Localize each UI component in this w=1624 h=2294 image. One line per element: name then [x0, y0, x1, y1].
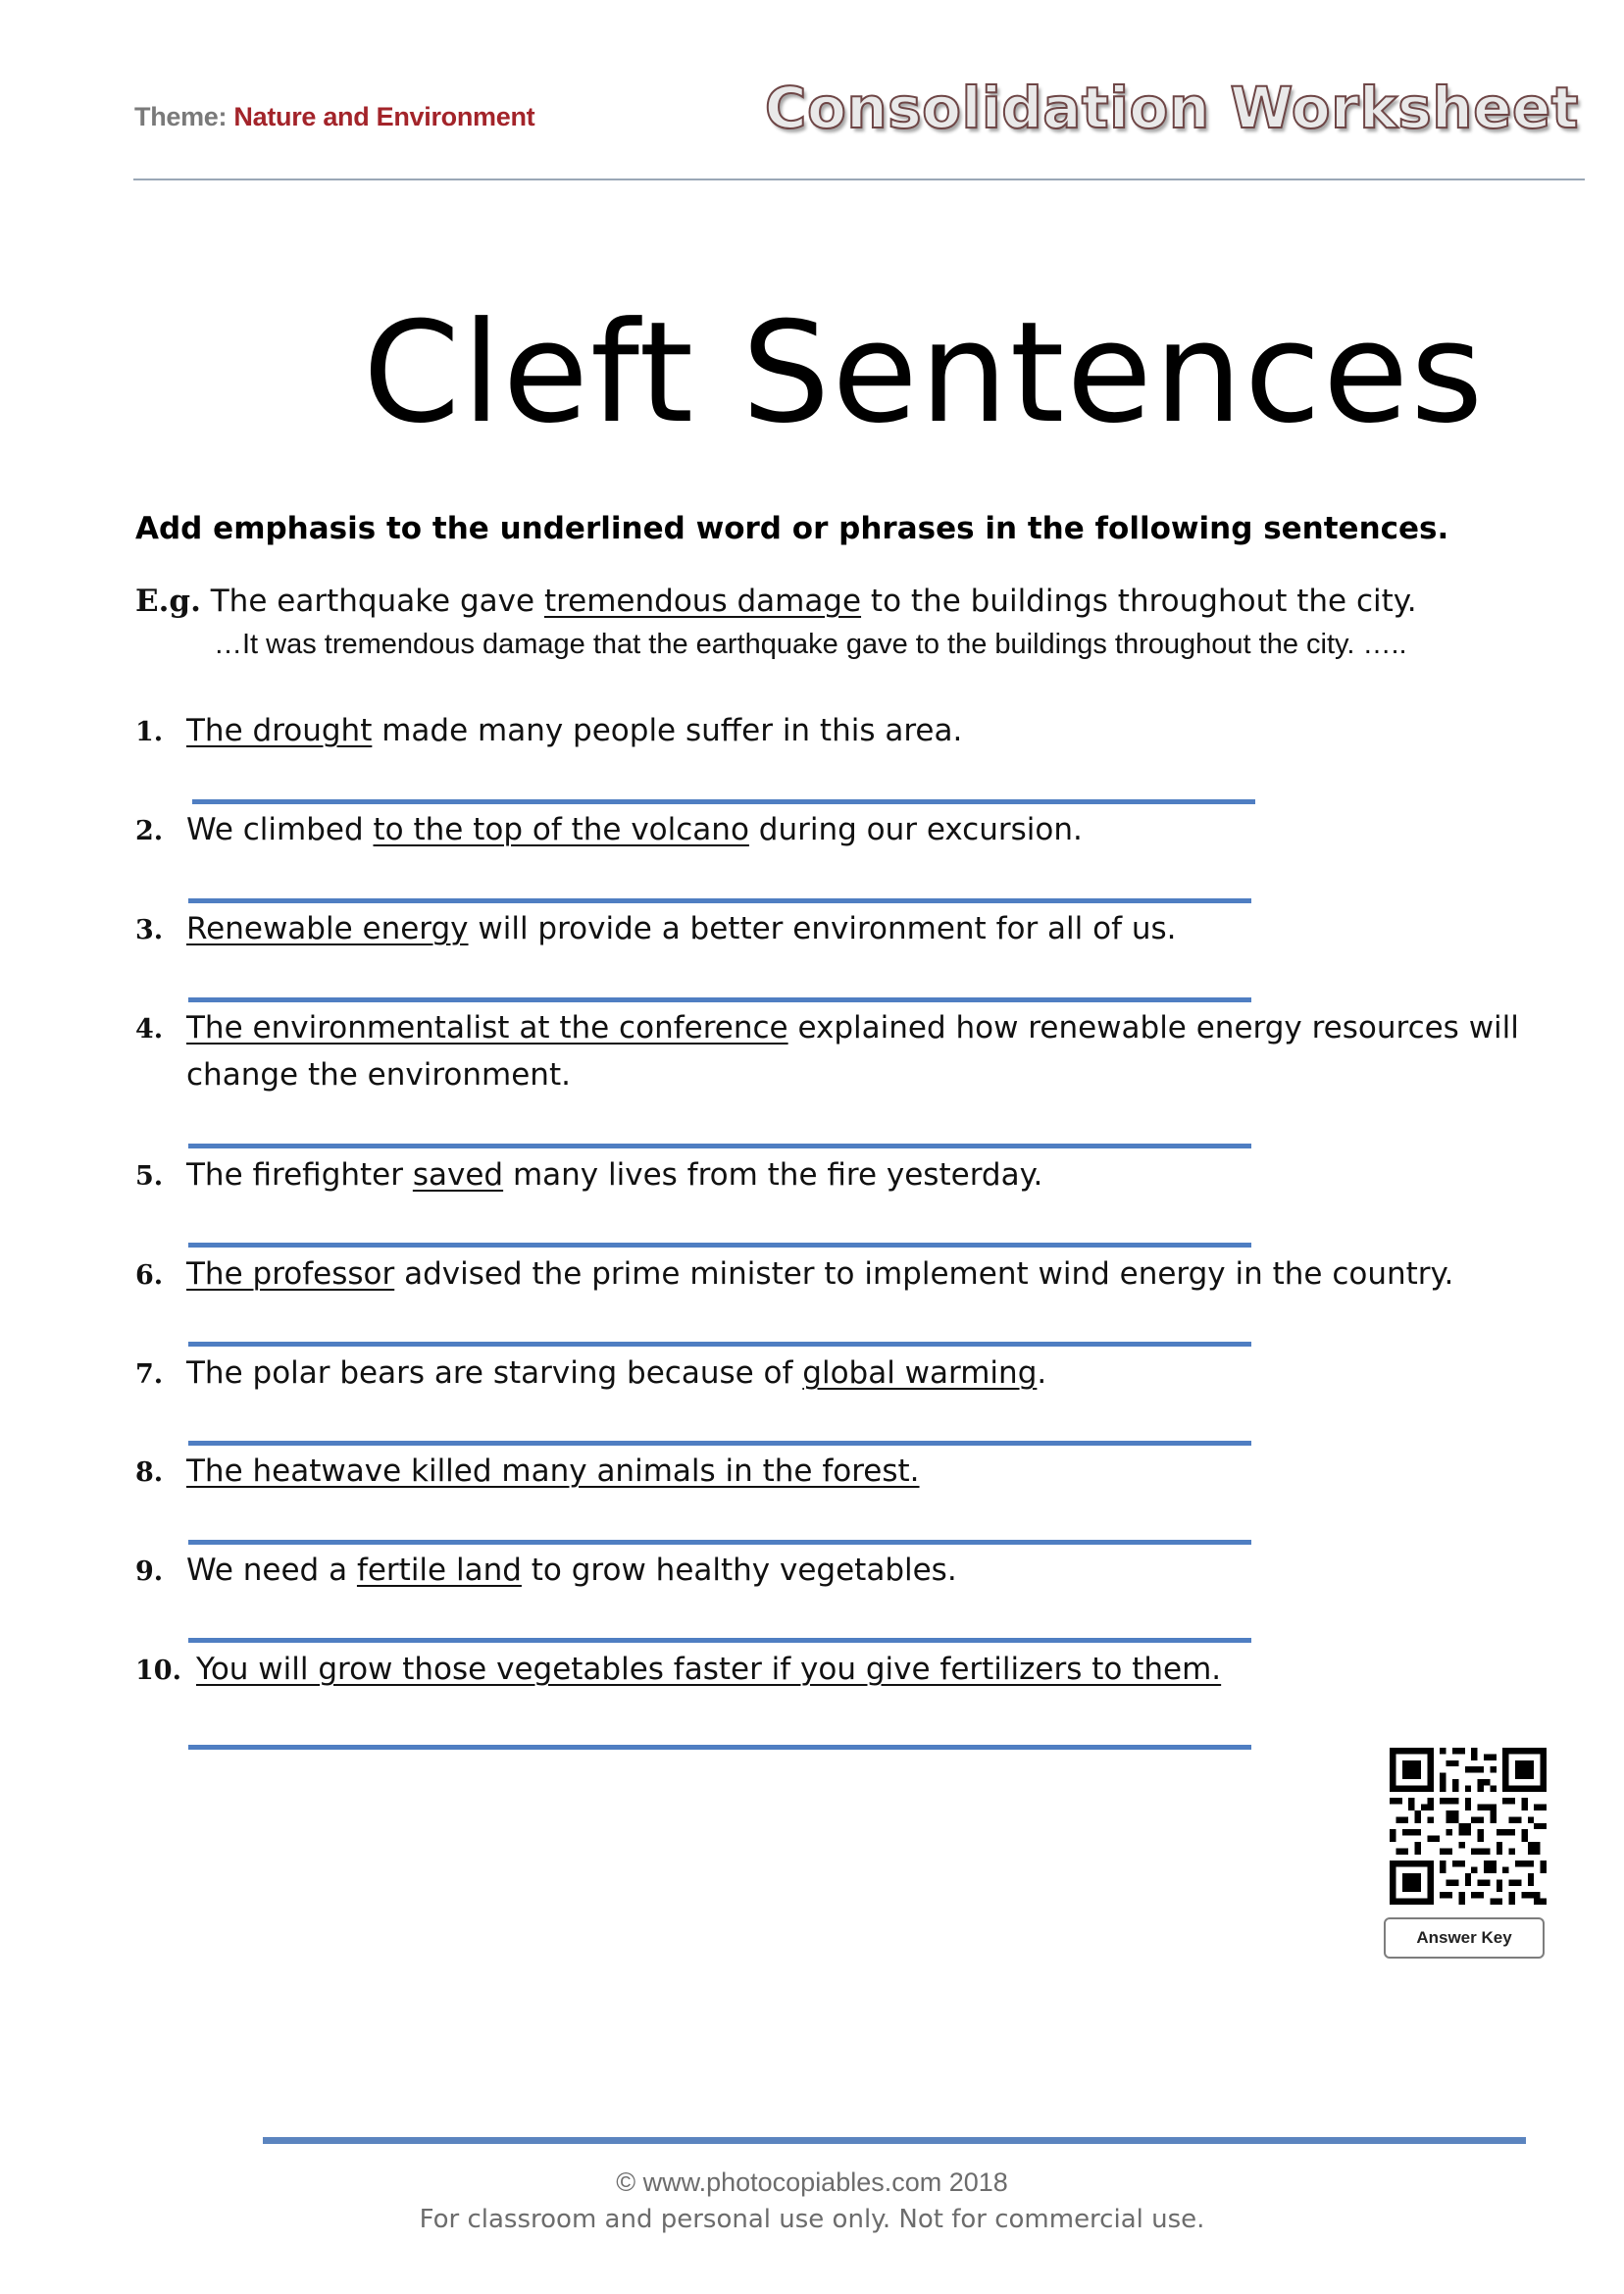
answer-line-2[interactable]	[188, 898, 1251, 903]
answer-line-1[interactable]	[192, 799, 1255, 804]
footer-copyright: © www.photocopiables.com 2018	[616, 2167, 1008, 2197]
question-before: We climbed	[186, 812, 374, 847]
question-after: during our excursion.	[748, 812, 1083, 847]
question-number: 9.	[135, 1556, 164, 1587]
answer-line-8[interactable]	[188, 1540, 1251, 1545]
question-6	[135, 1251, 1453, 1299]
example-underlined: tremendous damage	[543, 584, 862, 619]
question-9	[135, 1548, 957, 1595]
question-after: will provide a better environment for all of us.	[468, 911, 1177, 946]
footer-divider	[263, 2137, 1526, 2144]
question-after: advised the prime minister to implement wind energy in the country.	[394, 1256, 1454, 1292]
question-3	[135, 906, 1177, 953]
question-underlined: The environmentalist at the conference	[186, 1010, 788, 1045]
answer-line-7[interactable]	[188, 1441, 1251, 1446]
question-after: many lives from the fire yesterday.	[503, 1157, 1043, 1193]
answer-line-3[interactable]	[188, 997, 1251, 1002]
question-number: 5.	[135, 1161, 164, 1192]
question-8	[135, 1449, 920, 1496]
question-after: explained how renewable energy resources will	[787, 1010, 1519, 1045]
question-underlined: fertile land	[356, 1553, 522, 1588]
example-label: E.g.	[135, 584, 201, 619]
worksheet-title: Consolidation Worksheet	[764, 75, 1579, 141]
question-4	[135, 1005, 1519, 1097]
page-title: Cleft Sentences	[363, 292, 1486, 454]
example-before: The earthquake gave	[210, 584, 535, 619]
question-after: .	[1037, 1355, 1047, 1391]
footer-note: For classroom and personal use only. Not for commercial use.	[419, 2205, 1205, 2234]
question-number: 10.	[135, 1656, 181, 1686]
question-underlined: You will grow those vegetables faster if you give fertilizers to them.	[196, 1652, 1222, 1687]
question-before: We need a	[186, 1553, 357, 1588]
question-underlined: Renewable energy	[186, 911, 469, 946]
question-underlined: The heatwave killed many animals in the forest.	[186, 1453, 920, 1489]
question-after: to grow healthy vegetables.	[521, 1553, 957, 1588]
question-number: 4.	[135, 1014, 164, 1045]
answer-line-6[interactable]	[188, 1342, 1251, 1347]
example-sentence	[135, 584, 1417, 619]
answer-line-4[interactable]	[188, 1144, 1251, 1148]
question-number: 1.	[135, 717, 164, 747]
question-number: 8.	[135, 1457, 164, 1488]
question-7	[135, 1351, 1046, 1398]
question-underlined: global warming	[802, 1355, 1038, 1391]
theme-key: Theme:	[134, 102, 228, 131]
question-after: made many people suffer in this area.	[372, 713, 963, 748]
qr-code-icon[interactable]	[1390, 1748, 1547, 1905]
example-answer: …It was tremendous damage that the earthquake gave to the buildings throughout the city. …..	[214, 629, 1407, 660]
question-5	[135, 1152, 1042, 1199]
example-after: to the buildings throughout the city.	[870, 584, 1417, 619]
instruction-text: Add emphasis to the underlined word or phrases in the following sentences.	[135, 511, 1449, 546]
question-number: 7.	[135, 1359, 164, 1390]
theme-label	[134, 102, 534, 132]
question-continuation: change the environment.	[186, 1057, 571, 1093]
question-before: The polar bears are starving because of	[186, 1355, 803, 1391]
question-underlined: saved	[412, 1157, 504, 1193]
question-number: 3.	[135, 915, 164, 945]
question-number: 2.	[135, 816, 164, 846]
answer-line-10[interactable]	[188, 1745, 1251, 1750]
question-2	[135, 807, 1083, 854]
header-divider	[133, 178, 1585, 180]
answer-line-5[interactable]	[188, 1243, 1251, 1248]
question-underlined: The drought	[186, 713, 373, 748]
question-1	[135, 708, 962, 755]
answer-key-button[interactable]: Answer Key	[1384, 1917, 1545, 1959]
question-underlined: to the top of the volcano	[373, 812, 749, 847]
answer-line-9[interactable]	[188, 1638, 1251, 1643]
question-before: The firefighter	[186, 1157, 413, 1193]
question-underlined: The professor	[186, 1256, 395, 1292]
question-10	[135, 1647, 1221, 1694]
theme-value: Nature and Environment	[233, 102, 535, 131]
question-number: 6.	[135, 1260, 164, 1291]
